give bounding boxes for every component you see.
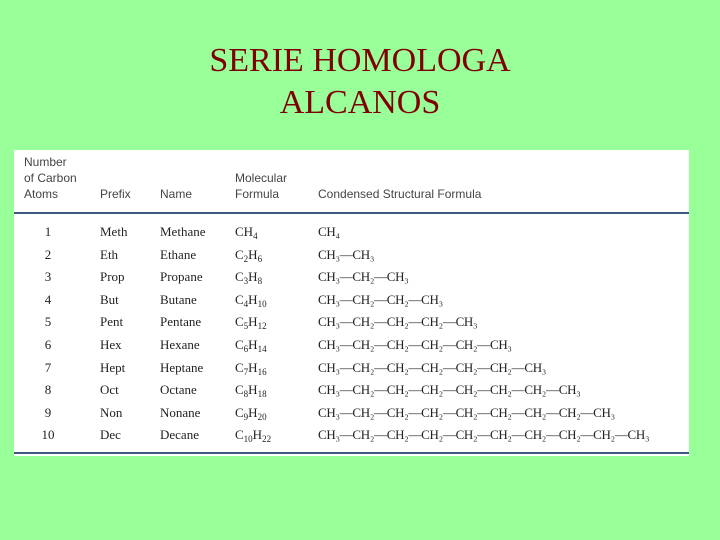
header-prefix: Prefix xyxy=(100,187,131,201)
structural-formula-cell: CH₃—CH₂—CH₂—CH₃ xyxy=(318,291,443,307)
header-molecular-formula xyxy=(235,170,287,202)
header-carbon-atoms xyxy=(24,154,77,202)
structural-formula-cell: CH₃—CH₂—CH₂—CH₂—CH₂—CH₂—CH₂—CH₂—CH₂—CH₃ xyxy=(318,427,650,443)
header-carbon-line-3: Atoms xyxy=(24,187,59,201)
structural-formula-cell: CH₃—CH₂—CH₂—CH₂—CH₂—CH₂—CH₂—CH₃ xyxy=(318,382,581,398)
molecular-formula-cell: $CH_4$ xyxy=(235,224,258,241)
prefix-cell: Meth xyxy=(100,224,128,239)
name-cell: Nonane xyxy=(160,404,201,420)
molecular-formula-cell: $C_6H_{14}$ xyxy=(235,337,267,354)
name-cell: Heptane xyxy=(160,359,204,375)
prefix-cell: Hex xyxy=(100,337,122,352)
table-row xyxy=(14,424,689,446)
table-row xyxy=(14,402,689,424)
title-line-2: ALCANOS xyxy=(279,84,441,121)
header-molecular-line-2: Formula xyxy=(235,187,280,201)
name-cell: Methane xyxy=(160,224,206,239)
structural-formula-cell: CH₃—CH₂—CH₂—CH₂—CH₂—CH₂—CH₂—CH₂—CH₃ xyxy=(318,404,615,420)
prefix-cell: Pent xyxy=(100,314,124,330)
carbon-count: 3 xyxy=(44,269,52,285)
name-cell: Butane xyxy=(160,291,197,307)
header-name: Name xyxy=(160,187,193,201)
name-cell: Octane xyxy=(160,382,197,398)
carbon-count: 2 xyxy=(44,246,52,262)
molecular-formula-cell: $C_8H_{18}$ xyxy=(235,382,267,400)
molecular-formula-cell: $C_3H_8$ xyxy=(235,269,263,287)
prefix-cell: Oct xyxy=(100,382,119,398)
name-cell: Decane xyxy=(160,427,199,443)
carbon-count: 7 xyxy=(44,359,52,375)
molecular-formula-cell: $C_2H_6$ xyxy=(235,246,263,264)
carbon-count: 9 xyxy=(44,404,52,420)
bottom-rule xyxy=(14,452,689,454)
header-carbon-line-2: of Carbon xyxy=(24,171,77,185)
table-row xyxy=(14,379,689,401)
name-cell: Hexane xyxy=(160,337,200,352)
carbon-count: 6 xyxy=(44,337,52,352)
prefix-cell: Eth xyxy=(100,246,119,262)
prefix-cell: Dec xyxy=(100,427,121,443)
table-row xyxy=(14,266,689,288)
carbon-count: 4 xyxy=(44,291,52,307)
title-line-1: SERIE HOMOLOGA xyxy=(209,42,511,79)
molecular-formula-cell: $C_9H_{20}$ xyxy=(235,404,267,422)
table-row xyxy=(14,357,689,379)
table-row xyxy=(14,311,689,333)
table-row xyxy=(14,221,689,243)
molecular-formula-cell: $C_5H_{12}$ xyxy=(235,314,267,332)
prefix-cell: But xyxy=(100,291,119,307)
name-cell: Pentane xyxy=(160,314,202,330)
carbon-count: 1 xyxy=(44,224,52,239)
molecular-formula-cell: $C_{10}H_{22}$ xyxy=(235,427,272,445)
name-cell: Ethane xyxy=(160,246,197,262)
carbon-count: 10 xyxy=(41,427,55,443)
structural-formula-cell: CH₃—CH₂—CH₂—CH₂—CH₂—CH₃ xyxy=(318,337,512,352)
slide-title xyxy=(0,40,720,124)
header-rule xyxy=(14,212,689,214)
molecular-formula-cell: $C_4H_{10}$ xyxy=(235,291,267,309)
structural-formula-cell: CH₄ xyxy=(318,224,340,239)
carbon-count: 8 xyxy=(44,382,52,398)
table-row xyxy=(14,244,689,266)
structural-formula-cell: CH₃—CH₃ xyxy=(318,246,375,262)
header-molecular-line-1: Molecular xyxy=(235,171,288,185)
prefix-cell: Non xyxy=(100,404,123,420)
molecular-formula-cell: $C_7H_{16}$ xyxy=(235,359,267,377)
alkane-table xyxy=(14,150,689,456)
prefix-cell: Hept xyxy=(100,359,126,375)
name-cell: Propane xyxy=(160,269,203,285)
table-row xyxy=(14,289,689,311)
carbon-count: 5 xyxy=(44,314,52,330)
header-condensed-formula: Condensed Structural Formula xyxy=(318,187,482,201)
header-carbon-line-1: Number xyxy=(24,155,67,169)
table-row xyxy=(14,334,689,356)
structural-formula-cell: CH₃—CH₂—CH₃ xyxy=(318,269,409,285)
structural-formula-cell: CH₃—CH₂—CH₂—CH₂—CH₃ xyxy=(318,314,478,330)
structural-formula-cell: CH₃—CH₂—CH₂—CH₂—CH₂—CH₂—CH₃ xyxy=(318,359,547,375)
prefix-cell: Prop xyxy=(100,269,125,285)
